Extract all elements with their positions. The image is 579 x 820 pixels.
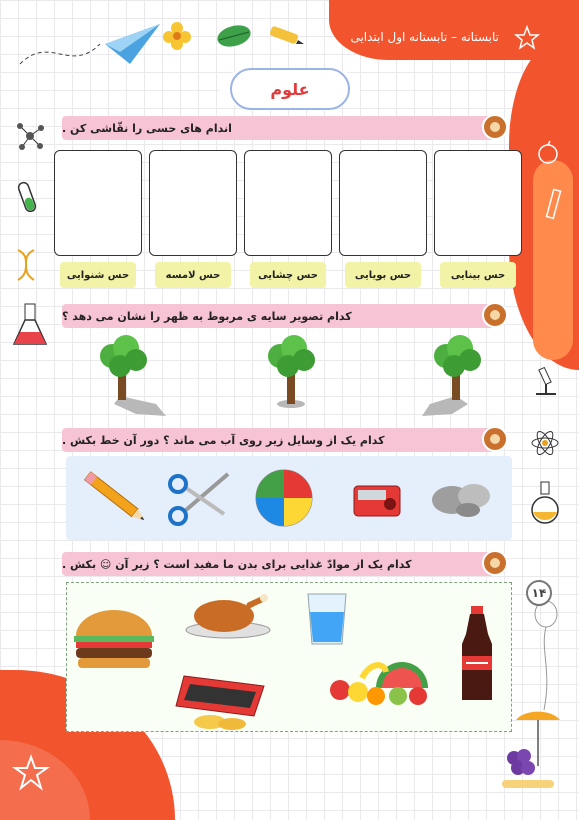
pen-icon (268, 22, 304, 48)
question-text: کدام یک از موادّ غذایی برای بدن ما مفید است ؟ زیر آن ☺ بکش . (62, 557, 412, 571)
pencil-icon (544, 188, 564, 228)
bee-icon (482, 550, 508, 576)
subject-title-cloud (230, 68, 350, 110)
question-bar-1 (62, 116, 498, 140)
sense-label-smell: حس بویایی (345, 262, 421, 288)
pencil-option[interactable] (78, 466, 154, 530)
bee-icon (482, 426, 508, 452)
cola-bottle-option[interactable] (458, 604, 496, 704)
flask-icon (12, 300, 48, 350)
question-text: کدام تصویر سایه ی مربوط به ظهر را نشان می دهد ؟ (62, 309, 352, 323)
draw-box-taste[interactable] (244, 150, 332, 256)
molecule-icon (16, 122, 44, 150)
fruits-option[interactable] (326, 652, 436, 708)
tree-shadow-option-1[interactable] (96, 334, 176, 418)
water-glass-option[interactable] (304, 592, 350, 648)
subject-title: علوم (270, 79, 310, 99)
roast-chicken-option[interactable] (184, 590, 272, 644)
flower-icon (162, 20, 192, 50)
beach-ball-option[interactable] (254, 468, 314, 528)
draw-box-hearing[interactable] (54, 150, 142, 256)
atom-icon (530, 428, 560, 458)
scissors-option[interactable] (166, 470, 232, 526)
question-bar-2 (62, 304, 498, 328)
balloon-icon (532, 600, 560, 720)
stones-option[interactable] (430, 474, 496, 518)
dna-icon (14, 248, 38, 282)
tree-shadow-option-3[interactable] (416, 334, 496, 418)
question-bar-3 (62, 428, 498, 452)
sharpener-option[interactable] (350, 478, 408, 522)
bee-icon (482, 302, 508, 328)
header-title: تابستانه – تابستانه اول ابتدایی (350, 30, 499, 44)
question-text: کدام یک از وسایل زیر روی آب می ماند ؟ دور آن خط بکش . (62, 433, 385, 447)
apple-icon (536, 140, 560, 164)
tree-shadow-option-2[interactable] (264, 334, 334, 418)
star-icon (14, 756, 48, 790)
paper-plane-icon (20, 14, 160, 74)
chips-bag-option[interactable] (170, 668, 270, 732)
page-number: ۱۴ (526, 580, 552, 606)
sense-label-touch: حس لامسه (155, 262, 231, 288)
question-text: اندام های حسی را نقّاشی کن . (62, 121, 232, 135)
sense-label-hearing: حس شنوایی (60, 262, 136, 288)
sense-label-sight: حس بینایی (440, 262, 516, 288)
bee-icon (482, 114, 508, 140)
leaf-icon (216, 24, 252, 48)
question-bar-4 (62, 552, 498, 576)
burger-option[interactable] (72, 604, 156, 674)
sense-label-taste: حس چشایی (250, 262, 326, 288)
draw-box-sight[interactable] (434, 150, 522, 256)
draw-box-touch[interactable] (149, 150, 237, 256)
draw-box-smell[interactable] (339, 150, 427, 256)
beaker-icon (530, 480, 560, 526)
microscope-icon (530, 366, 560, 396)
star-icon (515, 26, 539, 50)
test-tube-icon (14, 180, 42, 216)
